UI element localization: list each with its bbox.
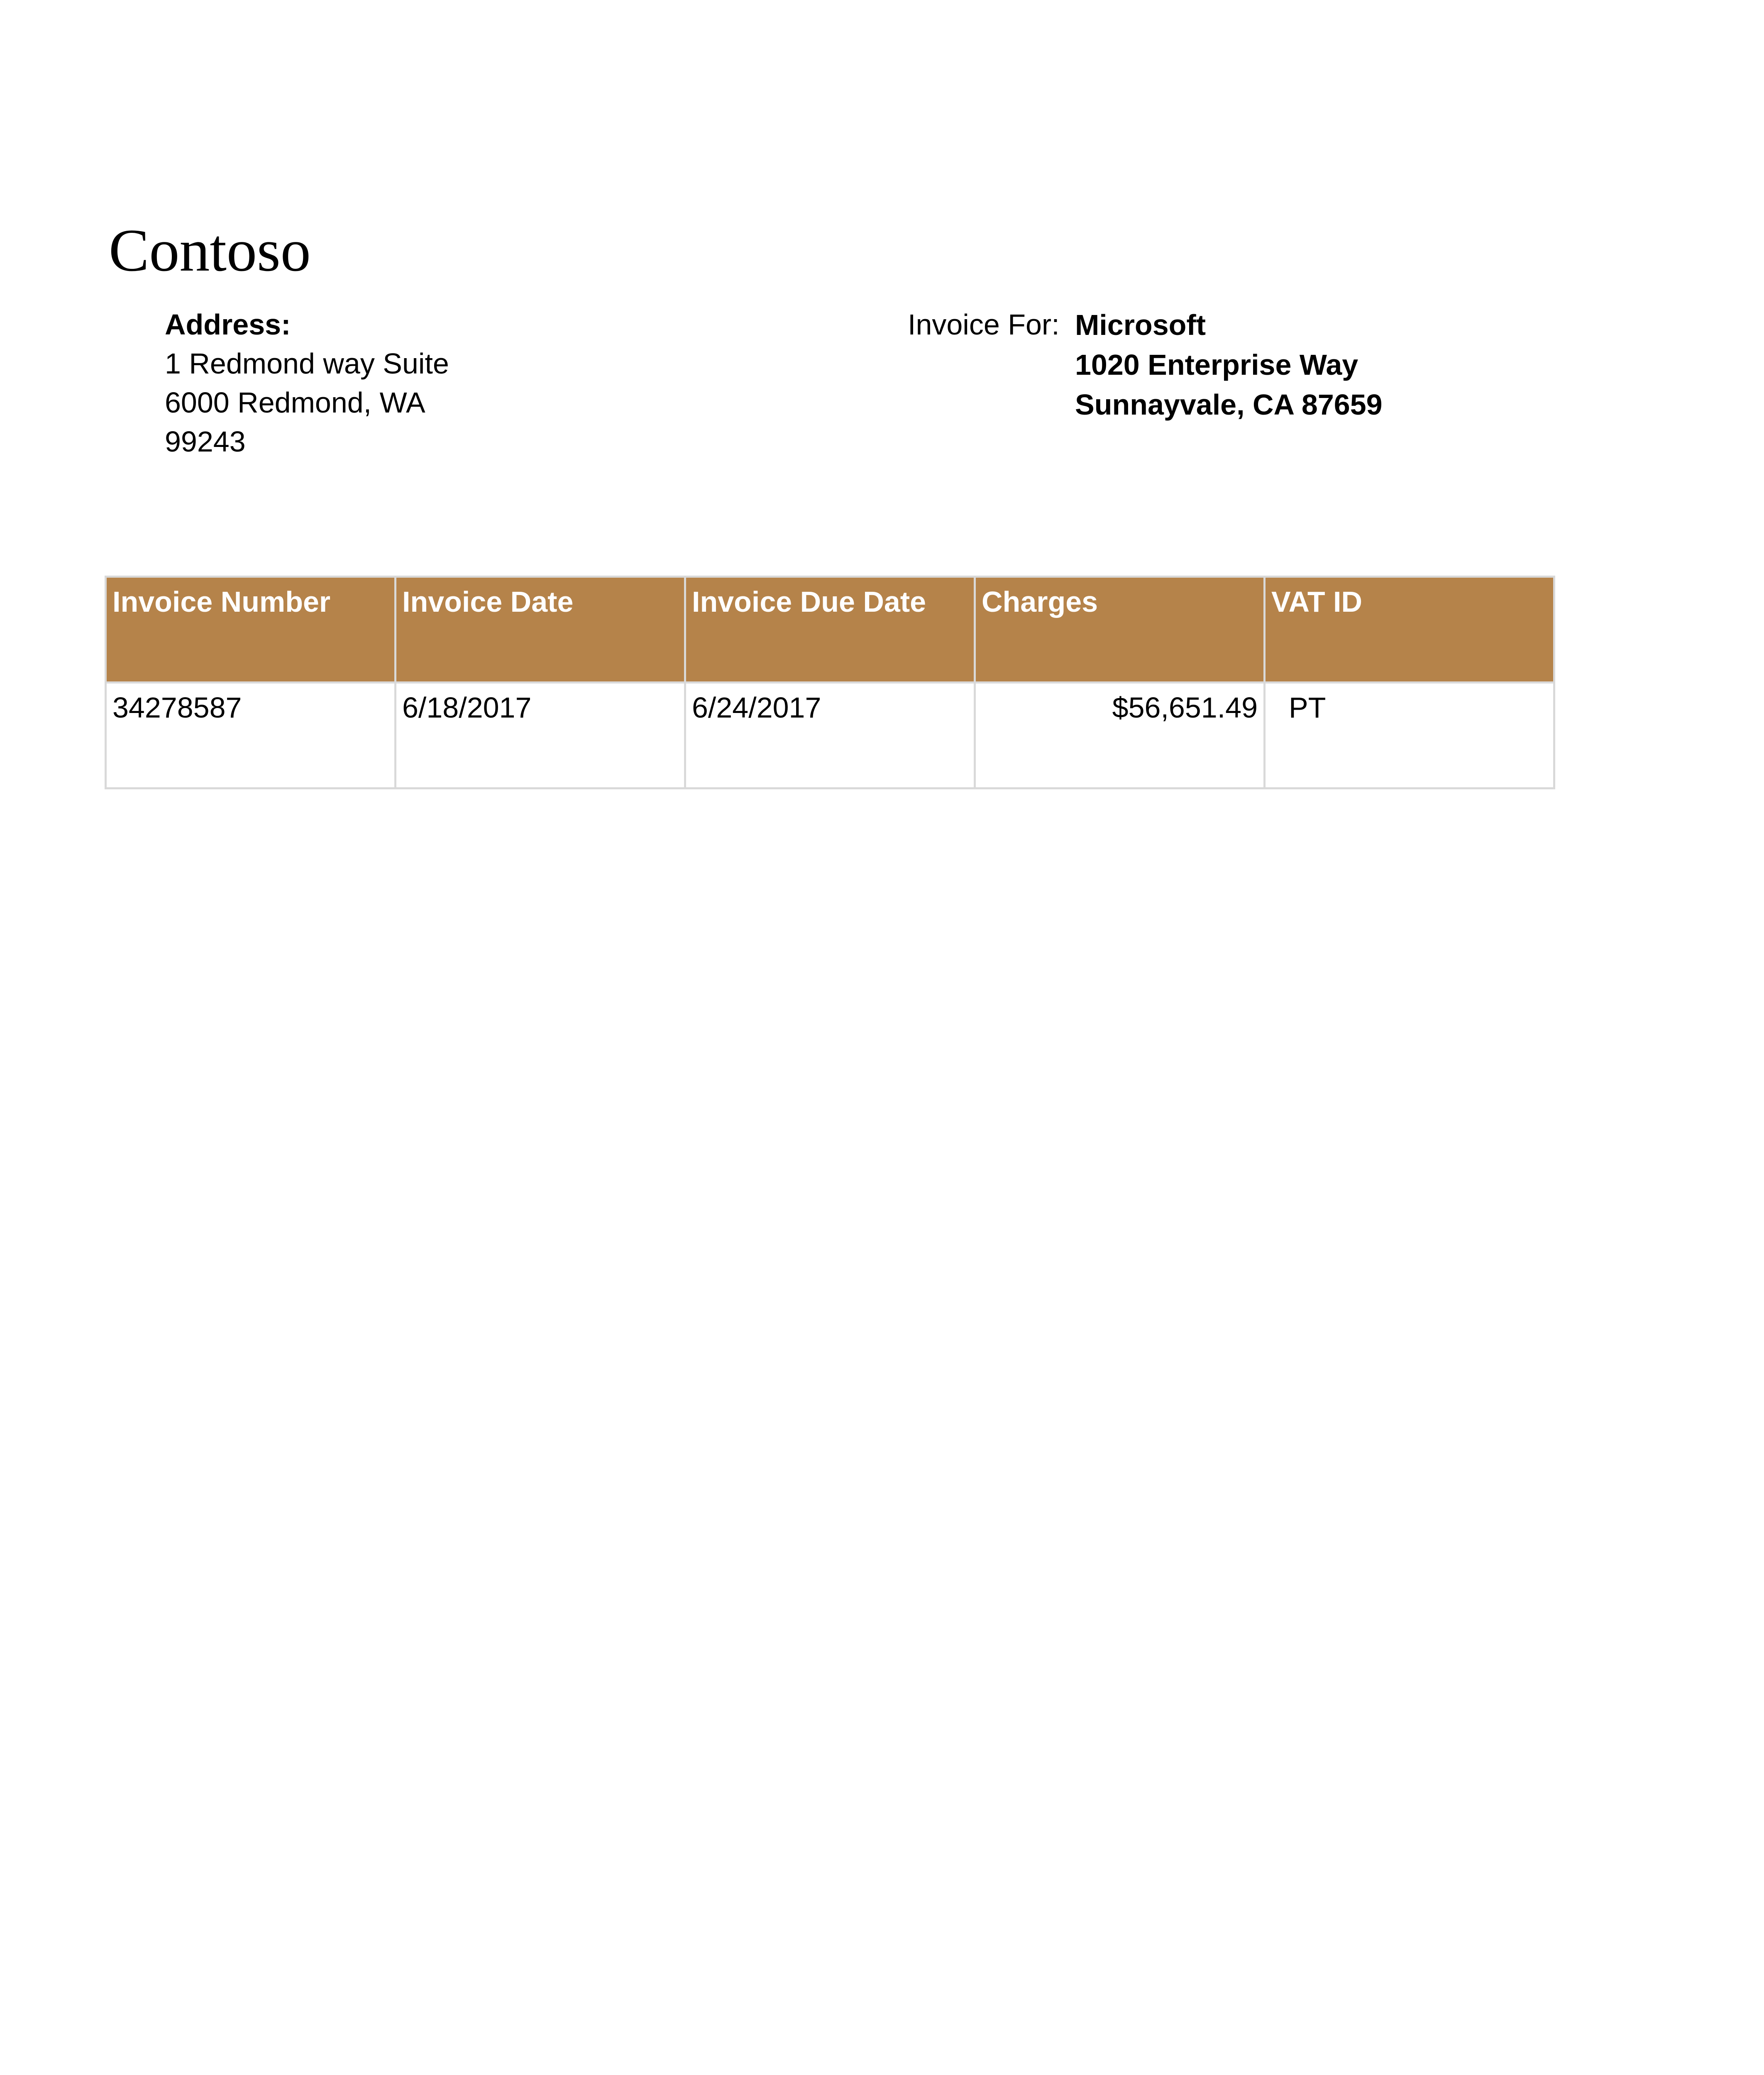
- cell-invoice-due-date: 6/24/2017: [685, 683, 975, 788]
- company-name: Contoso: [109, 217, 311, 284]
- header-vat-id: VAT ID: [1265, 577, 1554, 683]
- recipient-address-line-1: 1020 Enterprise Way: [1075, 349, 1358, 381]
- sender-address-block: [165, 305, 449, 461]
- recipient-name: Microsoft: [1075, 309, 1206, 341]
- recipient-address-line-2: Sunnayvale, CA 87659: [1075, 388, 1383, 421]
- cell-invoice-number: 34278587: [106, 683, 396, 788]
- cell-invoice-date: 6/18/2017: [396, 683, 685, 788]
- header-invoice-due-date: Invoice Due Date: [685, 577, 975, 683]
- invoice-table: [105, 576, 1555, 789]
- sender-address-label: Address:: [165, 308, 291, 341]
- header-invoice-number: Invoice Number: [106, 577, 396, 683]
- header-charges: Charges: [975, 577, 1265, 683]
- table-row: [106, 683, 1554, 788]
- sender-address-line-2: 6000 Redmond, WA: [165, 386, 425, 419]
- sender-address-line-1: 1 Redmond way Suite: [165, 347, 449, 380]
- invoice-table-header-row: [106, 577, 1554, 683]
- sender-address-line-3: 99243: [165, 425, 246, 458]
- invoice-for-label: Invoice For:: [908, 308, 1060, 341]
- recipient-block: [1075, 305, 1383, 425]
- cell-charges: $56,651.49: [975, 683, 1265, 788]
- header-invoice-date: Invoice Date: [396, 577, 685, 683]
- cell-vat-id: PT: [1265, 683, 1554, 788]
